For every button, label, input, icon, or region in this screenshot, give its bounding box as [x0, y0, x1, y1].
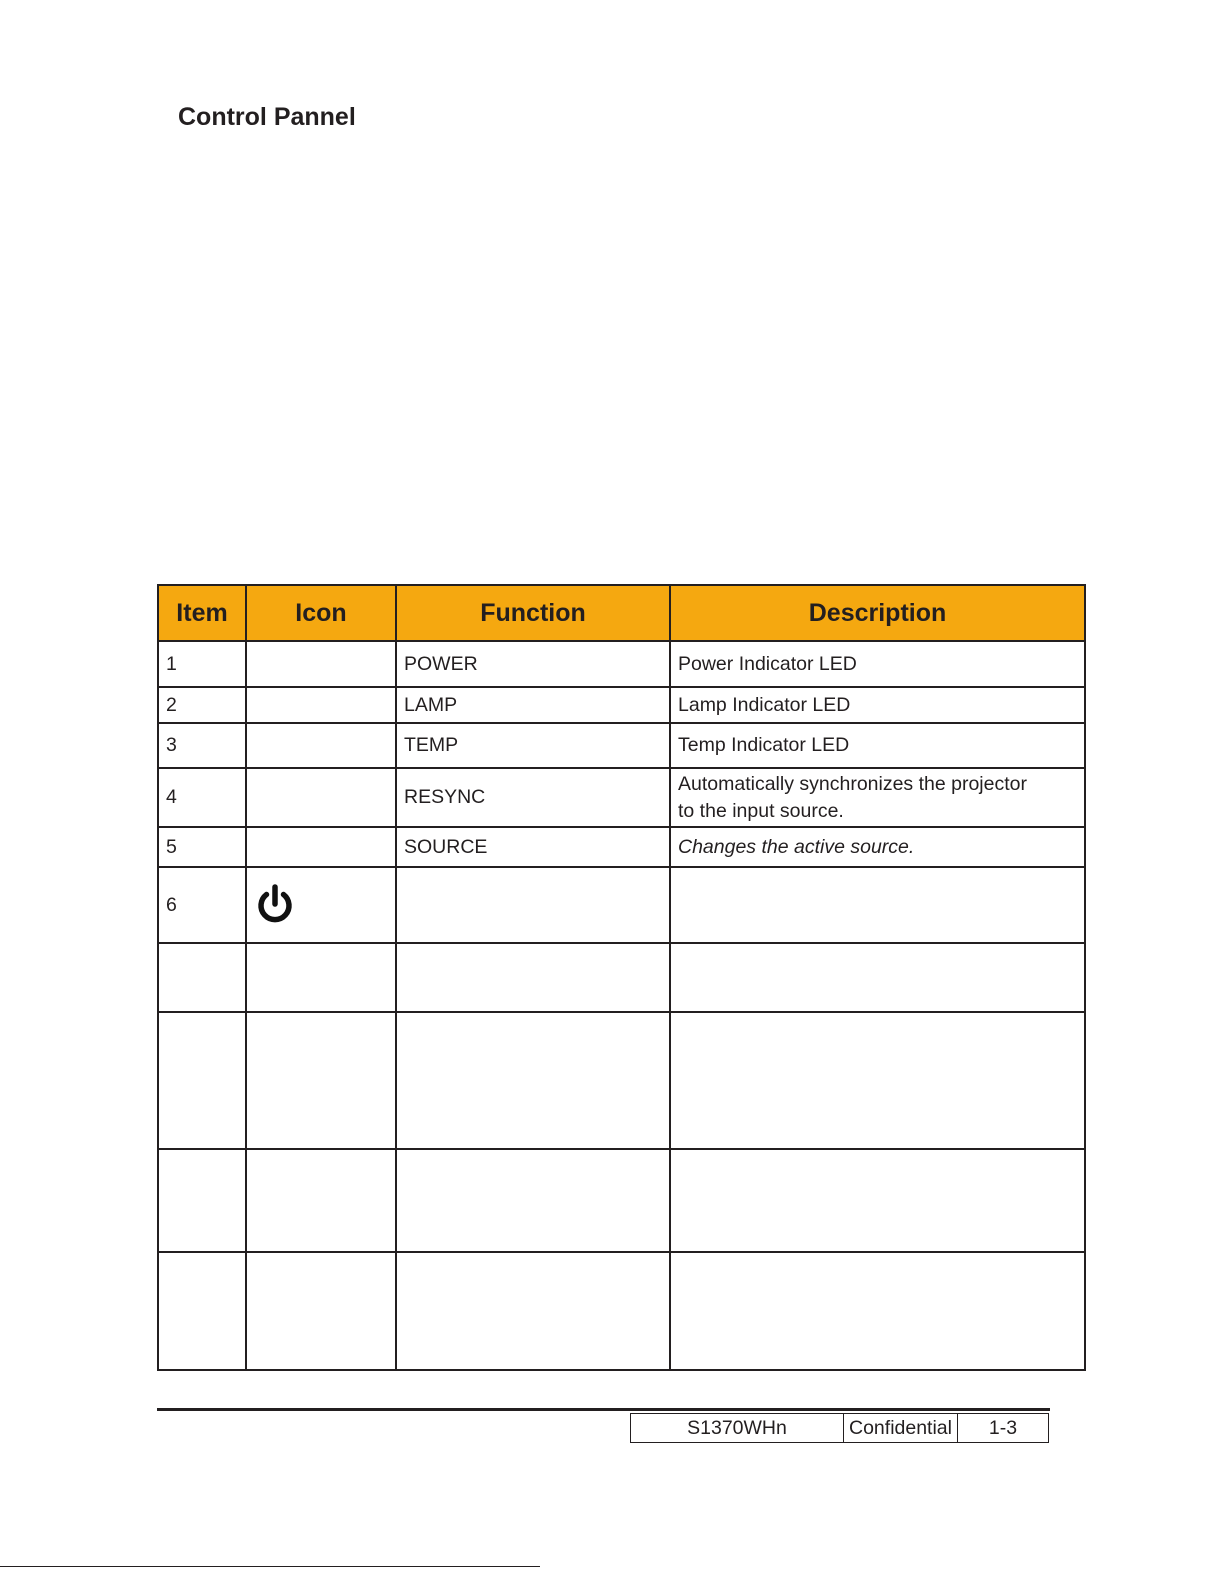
cell-item: 4 [158, 768, 246, 827]
page-title: Control Pannel [178, 103, 356, 131]
cell-item: 5 [158, 827, 246, 867]
cell-function: TEMP [396, 723, 670, 768]
control-panel-table [157, 584, 1086, 1371]
cell-icon [246, 687, 396, 723]
cell-function [396, 867, 670, 943]
cell-description [670, 768, 1085, 827]
cell-item: 3 [158, 723, 246, 768]
cell-item [158, 1149, 246, 1252]
cell-item [158, 1012, 246, 1149]
cell-function [396, 1252, 670, 1370]
cell-icon [246, 641, 396, 687]
footer-model: S1370WHn [630, 1413, 844, 1443]
cell-description [670, 1252, 1085, 1370]
bottom-edge-line [0, 1566, 540, 1567]
footer-classification: Confidential [843, 1413, 958, 1443]
cell-description [670, 943, 1085, 1012]
cell-description [670, 1012, 1085, 1149]
header-description: Description [670, 585, 1085, 641]
header-item: Item [158, 585, 246, 641]
cell-function [396, 1012, 670, 1149]
cell-description [670, 1149, 1085, 1252]
table-row [158, 827, 1085, 867]
cell-function: LAMP [396, 687, 670, 723]
power-icon [253, 883, 297, 927]
table-row [158, 723, 1085, 768]
cell-item: 1 [158, 641, 246, 687]
cell-icon [246, 867, 396, 943]
cell-icon [246, 1252, 396, 1370]
cell-function: SOURCE [396, 827, 670, 867]
cell-function: POWER [396, 641, 670, 687]
cell-function: RESYNC [396, 768, 670, 827]
cell-icon [246, 1149, 396, 1252]
cell-description [670, 867, 1085, 943]
table-row [158, 1149, 1085, 1252]
cell-function [396, 943, 670, 1012]
table-row [158, 1252, 1085, 1370]
cell-function [396, 1149, 670, 1252]
cell-icon [246, 723, 396, 768]
cell-item [158, 1252, 246, 1370]
cell-item: 6 [158, 867, 246, 943]
table-row [158, 641, 1085, 687]
table-row [158, 867, 1085, 943]
footer-page-number: 1-3 [957, 1413, 1049, 1443]
cell-description: Power Indicator LED [670, 641, 1085, 687]
cell-description: Changes the active source. [670, 827, 1085, 867]
description-line: Automatically synchronizes the projector [678, 772, 1027, 795]
cell-description: Temp Indicator LED [670, 723, 1085, 768]
cell-icon [246, 827, 396, 867]
cell-icon [246, 1012, 396, 1149]
table-header-row [158, 585, 1085, 641]
footer-divider [157, 1408, 1050, 1411]
header-function: Function [396, 585, 670, 641]
cell-description: Lamp Indicator LED [670, 687, 1085, 723]
table-row [158, 687, 1085, 723]
cell-icon [246, 943, 396, 1012]
cell-item [158, 943, 246, 1012]
table-row [158, 768, 1085, 827]
cell-item: 2 [158, 687, 246, 723]
description-line: to the input source. [678, 799, 844, 822]
table-row [158, 1012, 1085, 1149]
cell-icon [246, 768, 396, 827]
header-icon: Icon [246, 585, 396, 641]
table-row [158, 943, 1085, 1012]
